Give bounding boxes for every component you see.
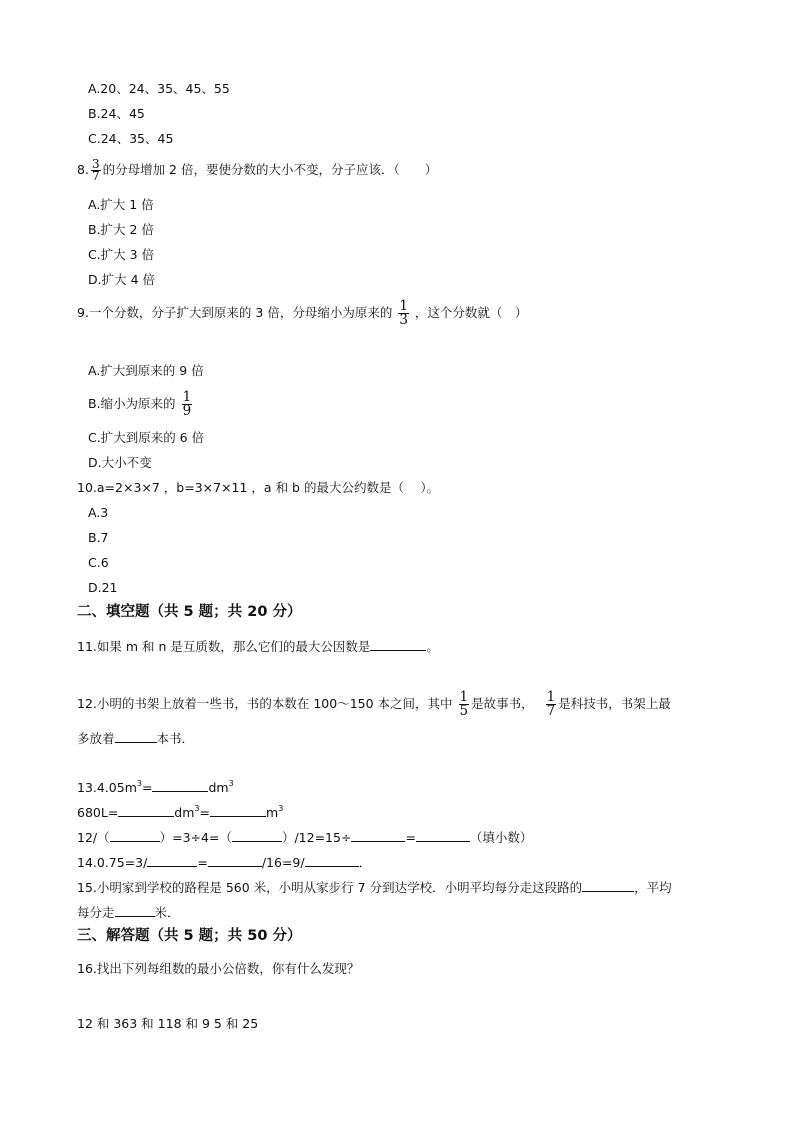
q8-number: 8. xyxy=(77,162,89,177)
q8-option-a: A.扩大 1 倍 xyxy=(88,197,154,212)
q11-end: 。 xyxy=(426,639,439,654)
q9-text-b: ，这个分数就（ ） xyxy=(414,305,528,320)
q13-blank-1[interactable] xyxy=(152,779,208,792)
section-3-heading: 三、解答题（共 5 题；共 50 分） xyxy=(77,928,302,944)
q12-f1-num: 1 xyxy=(459,689,469,705)
question-14 xyxy=(77,854,371,871)
q14-blank-3[interactable] xyxy=(305,854,359,867)
question-12-cont xyxy=(77,730,194,747)
q12-f2-num: 1 xyxy=(546,689,556,705)
q7-option-a: A.20、24、35、45、55 xyxy=(88,81,230,96)
section-2-heading: 二、填空题（共 5 题；共 20 分） xyxy=(77,604,302,620)
q13-l3-eq: = xyxy=(405,830,416,845)
q7-option-b: B.24、45 xyxy=(88,106,145,121)
q8-text: 的分母增加 2 倍，要使分数的大小不变，分子应该．（ ） xyxy=(102,162,438,177)
q14-blank-2[interactable] xyxy=(208,854,262,867)
question-13-line-2 xyxy=(77,804,283,821)
q11-text: 11.如果 m 和 n 是互质数，那么它们的最大公因数是 xyxy=(77,639,371,654)
q9-option-b-text: B.缩小为原来的 xyxy=(88,396,176,411)
q8-option-c: C.扩大 3 倍 xyxy=(88,247,155,262)
q14-eq: = xyxy=(197,855,208,870)
q13-l2-unit-2: m xyxy=(266,805,279,820)
q9-option-b-den: 9 xyxy=(182,403,192,419)
q13-blank-4[interactable] xyxy=(110,829,160,842)
q12-f1-den: 5 xyxy=(459,703,469,719)
q12-fraction-1 xyxy=(459,691,470,718)
question-10: 10.a=2×3×7 ，b=3×7×11 ，a 和 b 的最大公约数是（ ）。 xyxy=(77,480,440,495)
q15-text-d: 米． xyxy=(154,905,180,920)
q12-f2-den: 7 xyxy=(546,703,556,719)
question-9 xyxy=(77,298,527,328)
q10-option-d: D.21 xyxy=(88,580,118,595)
q13-l2-eq: = xyxy=(199,805,210,820)
q13-blank-2[interactable] xyxy=(118,804,174,817)
q13-l2-sup-2: 3 xyxy=(278,804,284,813)
q9-option-b-fraction xyxy=(182,391,193,418)
question-12 xyxy=(77,688,671,720)
question-13-line-1 xyxy=(77,779,234,796)
q13-blank-3[interactable] xyxy=(210,804,266,817)
q14-text-c: /16=9/ xyxy=(261,855,305,870)
q13-l3-text-b: ）=3÷4=（ xyxy=(159,830,232,845)
question-13-line-3 xyxy=(77,829,532,846)
q13-blank-5[interactable] xyxy=(232,829,282,842)
q8-fraction xyxy=(91,159,101,182)
q13-l3-text-c: ）/12=15÷ xyxy=(281,830,352,845)
q9-option-c: C.扩大到原来的 6 倍 xyxy=(88,430,205,445)
q16-groups: 12 和 363 和 118 和 9 5 和 25 xyxy=(77,1016,259,1031)
question-16: 16.找出下列每组数的最小公倍数，你有什么发现？ xyxy=(77,961,360,976)
q9-text-a: 9.一个分数，分子扩大到原来的 3 倍，分母缩小为原来的 xyxy=(77,305,393,320)
q15-text-a: 15.小明家到学校的路程是 560 米，小明从家步行 7 分到达学校．小明平均每分走这段路的 xyxy=(77,880,583,895)
q13-l3-text-a: 12/（ xyxy=(77,830,110,845)
q9-option-b xyxy=(88,388,194,420)
q9-option-b-num: 1 xyxy=(182,389,192,405)
q9-fraction xyxy=(398,300,409,327)
q12-text-d: 多放着 xyxy=(77,731,115,746)
q7-option-c: C.24、35、45 xyxy=(88,131,174,146)
q13-l1-text: 13.4.05m xyxy=(77,780,137,795)
q12-text-a: 12.小明的书架上放着一些书，书的本数在 100～150 本之间，其中 xyxy=(77,696,453,711)
q13-blank-7[interactable] xyxy=(416,829,470,842)
q9-frac-num: 1 xyxy=(399,298,408,314)
question-15-cont xyxy=(77,904,180,921)
q14-text-a: 14.0.75=3/ xyxy=(77,855,148,870)
q10-option-b: B.7 xyxy=(88,530,109,545)
q8-frac-den: 7 xyxy=(91,169,100,183)
q13-l2-sup: 3 xyxy=(194,804,200,813)
q10-option-c: C.6 xyxy=(88,555,109,570)
question-15 xyxy=(77,879,672,896)
q15-blank-2[interactable] xyxy=(115,904,155,917)
q9-option-a: A.扩大到原来的 9 倍 xyxy=(88,363,204,378)
q13-l1-sup: 3 xyxy=(136,779,142,788)
question-11 xyxy=(77,638,439,655)
q13-l1-eq: = xyxy=(141,780,153,795)
q12-text-e: 本书． xyxy=(156,731,195,746)
q15-text-b: ，平均 xyxy=(634,880,672,895)
q13-l2-text: 680L= xyxy=(77,805,119,820)
q10-option-a: A.3 xyxy=(88,505,109,520)
q13-l1-unit-sup: 3 xyxy=(228,779,234,788)
q15-text-c: 每分走 xyxy=(77,905,115,920)
q8-option-d: D.扩大 4 倍 xyxy=(88,272,155,287)
q13-blank-6[interactable] xyxy=(351,829,405,842)
q13-l2-unit: dm xyxy=(174,805,195,820)
q12-fraction-2 xyxy=(546,691,557,718)
q8-frac-num: 3 xyxy=(91,157,100,171)
q9-option-d: D.大小不变 xyxy=(88,455,152,470)
q13-l3-note: （填小数） xyxy=(469,830,533,845)
question-8 xyxy=(77,157,437,183)
q12-text-b: 是故事书， xyxy=(471,696,534,711)
q12-blank[interactable] xyxy=(115,730,157,743)
q8-option-b: B.扩大 2 倍 xyxy=(88,222,154,237)
q9-frac-den: 3 xyxy=(399,312,408,328)
q13-l1-unit: dm xyxy=(208,780,229,795)
q11-blank[interactable] xyxy=(370,638,426,651)
q14-blank-1[interactable] xyxy=(147,854,197,867)
q14-end: ． xyxy=(358,855,372,870)
q12-text-c: 是科技书，书架上最 xyxy=(558,696,671,711)
q15-blank-1[interactable] xyxy=(582,879,634,892)
